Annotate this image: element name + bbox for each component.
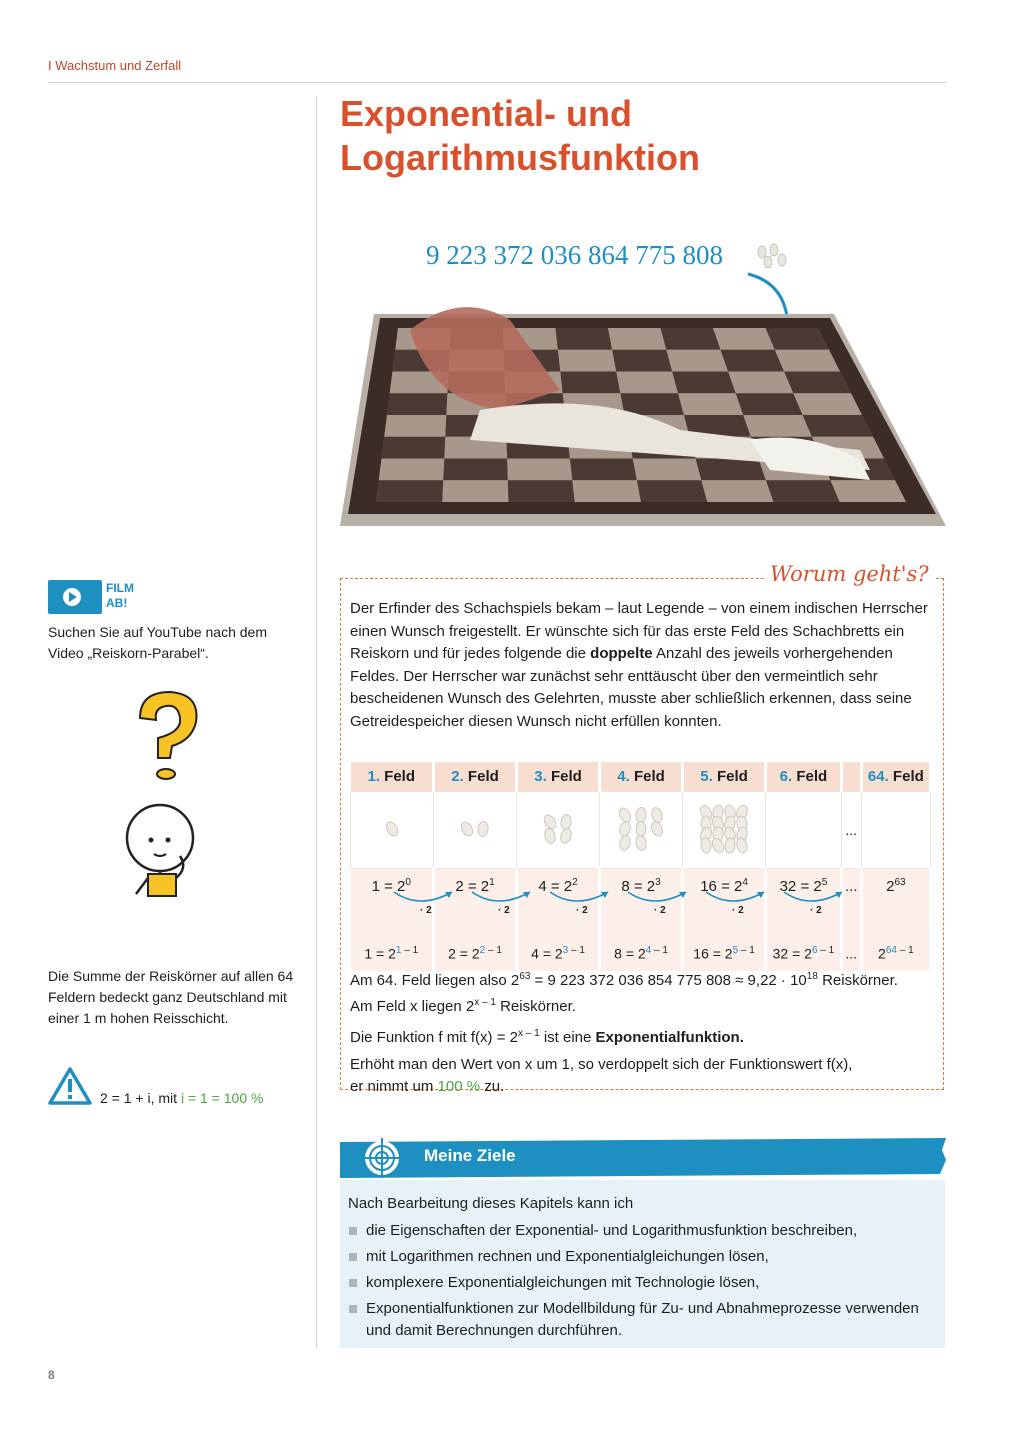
list-item: komplexere Exponentialgleichungen mit Technologie lösen, <box>348 1272 938 1294</box>
rice-table <box>350 762 932 971</box>
power-cell: $32 = 2^5$ <box>766 869 842 937</box>
exp-cell: ... <box>841 936 861 971</box>
times-two-label: · 2 <box>732 905 744 916</box>
sum-text: Die Summe der Reiskörner auf allen 64 Feldern bedeckt ganz Deutschland mit einer 1 m hohen Reisschicht. <box>48 968 294 1026</box>
chapter-header: I Wachstum und Zerfall <box>48 58 182 73</box>
board-square <box>508 480 575 502</box>
formula-text: 2 = 1 + i, mit <box>100 1090 181 1106</box>
grains-cell <box>600 792 683 869</box>
board-square <box>766 328 830 350</box>
goals-title: Meine Ziele <box>424 1146 516 1165</box>
power-cell: $16 = 2^4$ <box>683 869 766 937</box>
exp-cell: $32 = 2^{6 - 1}$ <box>766 936 842 971</box>
goals-intro: Nach Bearbeitung dieses Kapitels kann ich <box>348 1195 634 1212</box>
rice-grain <box>559 827 574 845</box>
board-square <box>678 393 743 415</box>
board-square <box>507 459 572 481</box>
grains-cell: ... <box>841 792 861 869</box>
page-title <box>340 92 700 180</box>
rice-grains-icon <box>606 799 676 859</box>
grains-cell <box>766 792 842 869</box>
rice-grain <box>619 834 632 851</box>
board-square <box>620 393 684 415</box>
board-square <box>830 480 906 502</box>
board-square <box>696 459 766 481</box>
rice-grain <box>710 836 726 854</box>
play-icon <box>48 580 102 614</box>
board-square <box>384 415 446 437</box>
rice-grains-icon <box>357 799 427 859</box>
board-square <box>721 350 785 372</box>
rice-grains-icon <box>689 799 759 859</box>
board-square <box>701 480 773 502</box>
grains-cell <box>861 792 930 869</box>
board-square <box>387 393 447 415</box>
board-square <box>443 459 508 481</box>
times-two-label: · 2 <box>810 905 822 916</box>
exp-cell: $4 = 2^{3 - 1}$ <box>517 936 600 971</box>
rice-grain <box>459 820 475 838</box>
chessboard-photo <box>340 290 946 530</box>
board-square <box>672 372 736 394</box>
growth-formula <box>100 1090 263 1106</box>
board-square <box>793 393 862 415</box>
rice-grain <box>636 821 647 836</box>
list-item: mit Logarithmen rechnen und Exponentialgleichungen lösen, <box>348 1246 938 1268</box>
header-divider <box>48 82 946 83</box>
rice-grain <box>700 837 712 853</box>
grains-cell <box>517 792 600 869</box>
board-square <box>556 328 613 350</box>
story-part-1: Der Erfinder des Schachspiels bekam – laut Legende – von einem indischen Herrscher einen Wunsch freigestellt. Er wünschte sich für das erste Feld des Schachbretts ein Reiskorn und für jedes folgende die <box>350 600 928 662</box>
power-cell: $2 = 2^1$ <box>434 869 517 937</box>
warning-icon <box>48 1066 92 1106</box>
rice-grain <box>635 834 648 851</box>
fact-line-1: Am 64. Feld liegen also $2^{63} = 9$ 223 372 036 854 775 $808 \approx 9,22 \cdot 10^{18}$ Reiskörner. Am Feld x liegen 2$^{x - 1}$ Reiskörner. <box>350 971 898 1015</box>
grains-cell <box>351 792 434 869</box>
board-square <box>572 480 641 502</box>
board-square <box>379 459 445 481</box>
film-label-line-1: FILM <box>106 581 134 595</box>
fact-line-2: Die Funktion f mit $f(x) = 2^{x - 1}$ ist eine Exponentialfunktion. <box>350 1028 744 1046</box>
doubling-arrows <box>390 884 860 924</box>
board-square <box>736 393 803 415</box>
rice-grain <box>724 837 736 853</box>
rice-grain <box>618 820 633 838</box>
title-line-1: Exponential- und <box>340 93 632 134</box>
board-square <box>558 350 616 372</box>
rice-grains-icon <box>440 799 510 859</box>
board-square <box>633 459 702 481</box>
grains-cell <box>683 792 766 869</box>
rice-grain <box>477 820 489 836</box>
board-square <box>728 372 793 394</box>
board-square <box>803 415 873 437</box>
film-label-line-2: AB! <box>106 596 128 610</box>
times-two-label: · 2 <box>420 905 432 916</box>
rice-grain <box>384 820 400 838</box>
board-square <box>560 372 620 394</box>
grains-row <box>351 792 931 869</box>
board-square <box>612 350 672 372</box>
board-square <box>616 372 678 394</box>
worum-tag: Worum geht's? <box>764 562 935 586</box>
rice-grain <box>635 806 647 822</box>
times-two-label: · 2 <box>654 905 666 916</box>
story-part-2: Anzahl des jeweils vorhergehenden Feldes. Der Herrscher war zunächst sehr enttäuscht über den vermeintlich sehr bescheidenen Wunsch des Gelehrten, musste aber schließlich erkennen, dass seine Getreidespeicher diesen Wunsch nicht erfüllen konnten. <box>350 645 912 730</box>
rice-grain <box>617 806 633 824</box>
story-text <box>350 598 940 733</box>
header-cell: 1. Feld <box>351 762 434 792</box>
power-cell: ... <box>841 869 861 937</box>
board-square <box>713 328 775 350</box>
film-label <box>106 581 156 611</box>
exp-cell: $16 = 2^{5 - 1}$ <box>683 936 766 971</box>
rice-grains-icon <box>523 799 593 859</box>
header-cell: 64. Feld <box>861 762 930 792</box>
header-cell <box>841 762 861 792</box>
board-square <box>661 328 721 350</box>
power-cell: $1 = 2^0$ <box>351 869 434 937</box>
times-two-label: · 2 <box>576 905 588 916</box>
board-square <box>775 350 840 372</box>
board-square <box>382 437 446 459</box>
header-cell: 3. Feld <box>517 762 600 792</box>
formula-highlight: i = 1 = 100 % <box>180 1090 264 1106</box>
rice-grain <box>543 827 557 844</box>
board-square <box>666 350 728 372</box>
header-cell: 6. Feld <box>766 762 842 792</box>
board-square <box>743 415 812 437</box>
board-square <box>608 328 666 350</box>
board-square <box>766 480 840 502</box>
film-text: Suchen Sie auf YouTube nach dem Video „Reiskorn-Parabel“. <box>48 624 267 661</box>
board-square <box>376 480 443 502</box>
list-item: die Eigenschaften der Exponential- und Logarithmusfunktion beschreiben, <box>348 1220 938 1242</box>
power-cell: $2^{63}$ <box>861 869 930 937</box>
list-item: Exponentialfunktionen zur Modellbildung für Zu- und Abnahmeprozesse verwenden und damit Berechnungen durchführen. <box>348 1298 938 1342</box>
rice-grain <box>650 806 664 823</box>
story-bold: doppelte <box>590 645 653 662</box>
header-cell: 2. Feld <box>434 762 517 792</box>
title-line-2: Logarithmusfunktion <box>340 137 700 178</box>
board-square <box>637 480 707 502</box>
exp-cell: $1 = 2^{1 - 1}$ <box>351 936 434 971</box>
column-divider <box>316 96 317 1348</box>
board-square <box>570 459 637 481</box>
question-kid-illustration <box>96 688 236 908</box>
big-number: 9 223 372 036 864 775 808 <box>426 240 723 270</box>
grains-cell <box>434 792 517 869</box>
header-cell: 4. Feld <box>600 762 683 792</box>
board-square <box>784 372 851 394</box>
exp-cell: $2 = 2^{2 - 1}$ <box>434 936 517 971</box>
fact-line-3: Erhöht man den Wert von x um 1, so verdoppelt sich der Funktionswert f(x), er nimmt um 100 % zu. <box>350 1056 853 1095</box>
exp-cell: 2$^{64 - 1}$ <box>861 936 930 971</box>
goals-list <box>348 1220 938 1346</box>
rice-grain <box>560 813 572 829</box>
rice-grain <box>649 820 664 838</box>
page-number: 8 <box>48 1368 55 1382</box>
exp-cell: $8 = 2^{4 - 1}$ <box>600 936 683 971</box>
film-badge[interactable] <box>48 580 102 614</box>
header-cell: 5. Feld <box>683 762 766 792</box>
board-square <box>442 480 508 502</box>
power-cell: $4 = 2^2$ <box>517 869 600 937</box>
times-two-label: · 2 <box>498 905 510 916</box>
power-cell: $8 = 2^3$ <box>600 869 683 937</box>
facts-text <box>350 966 942 1103</box>
table-header-row <box>351 762 931 792</box>
